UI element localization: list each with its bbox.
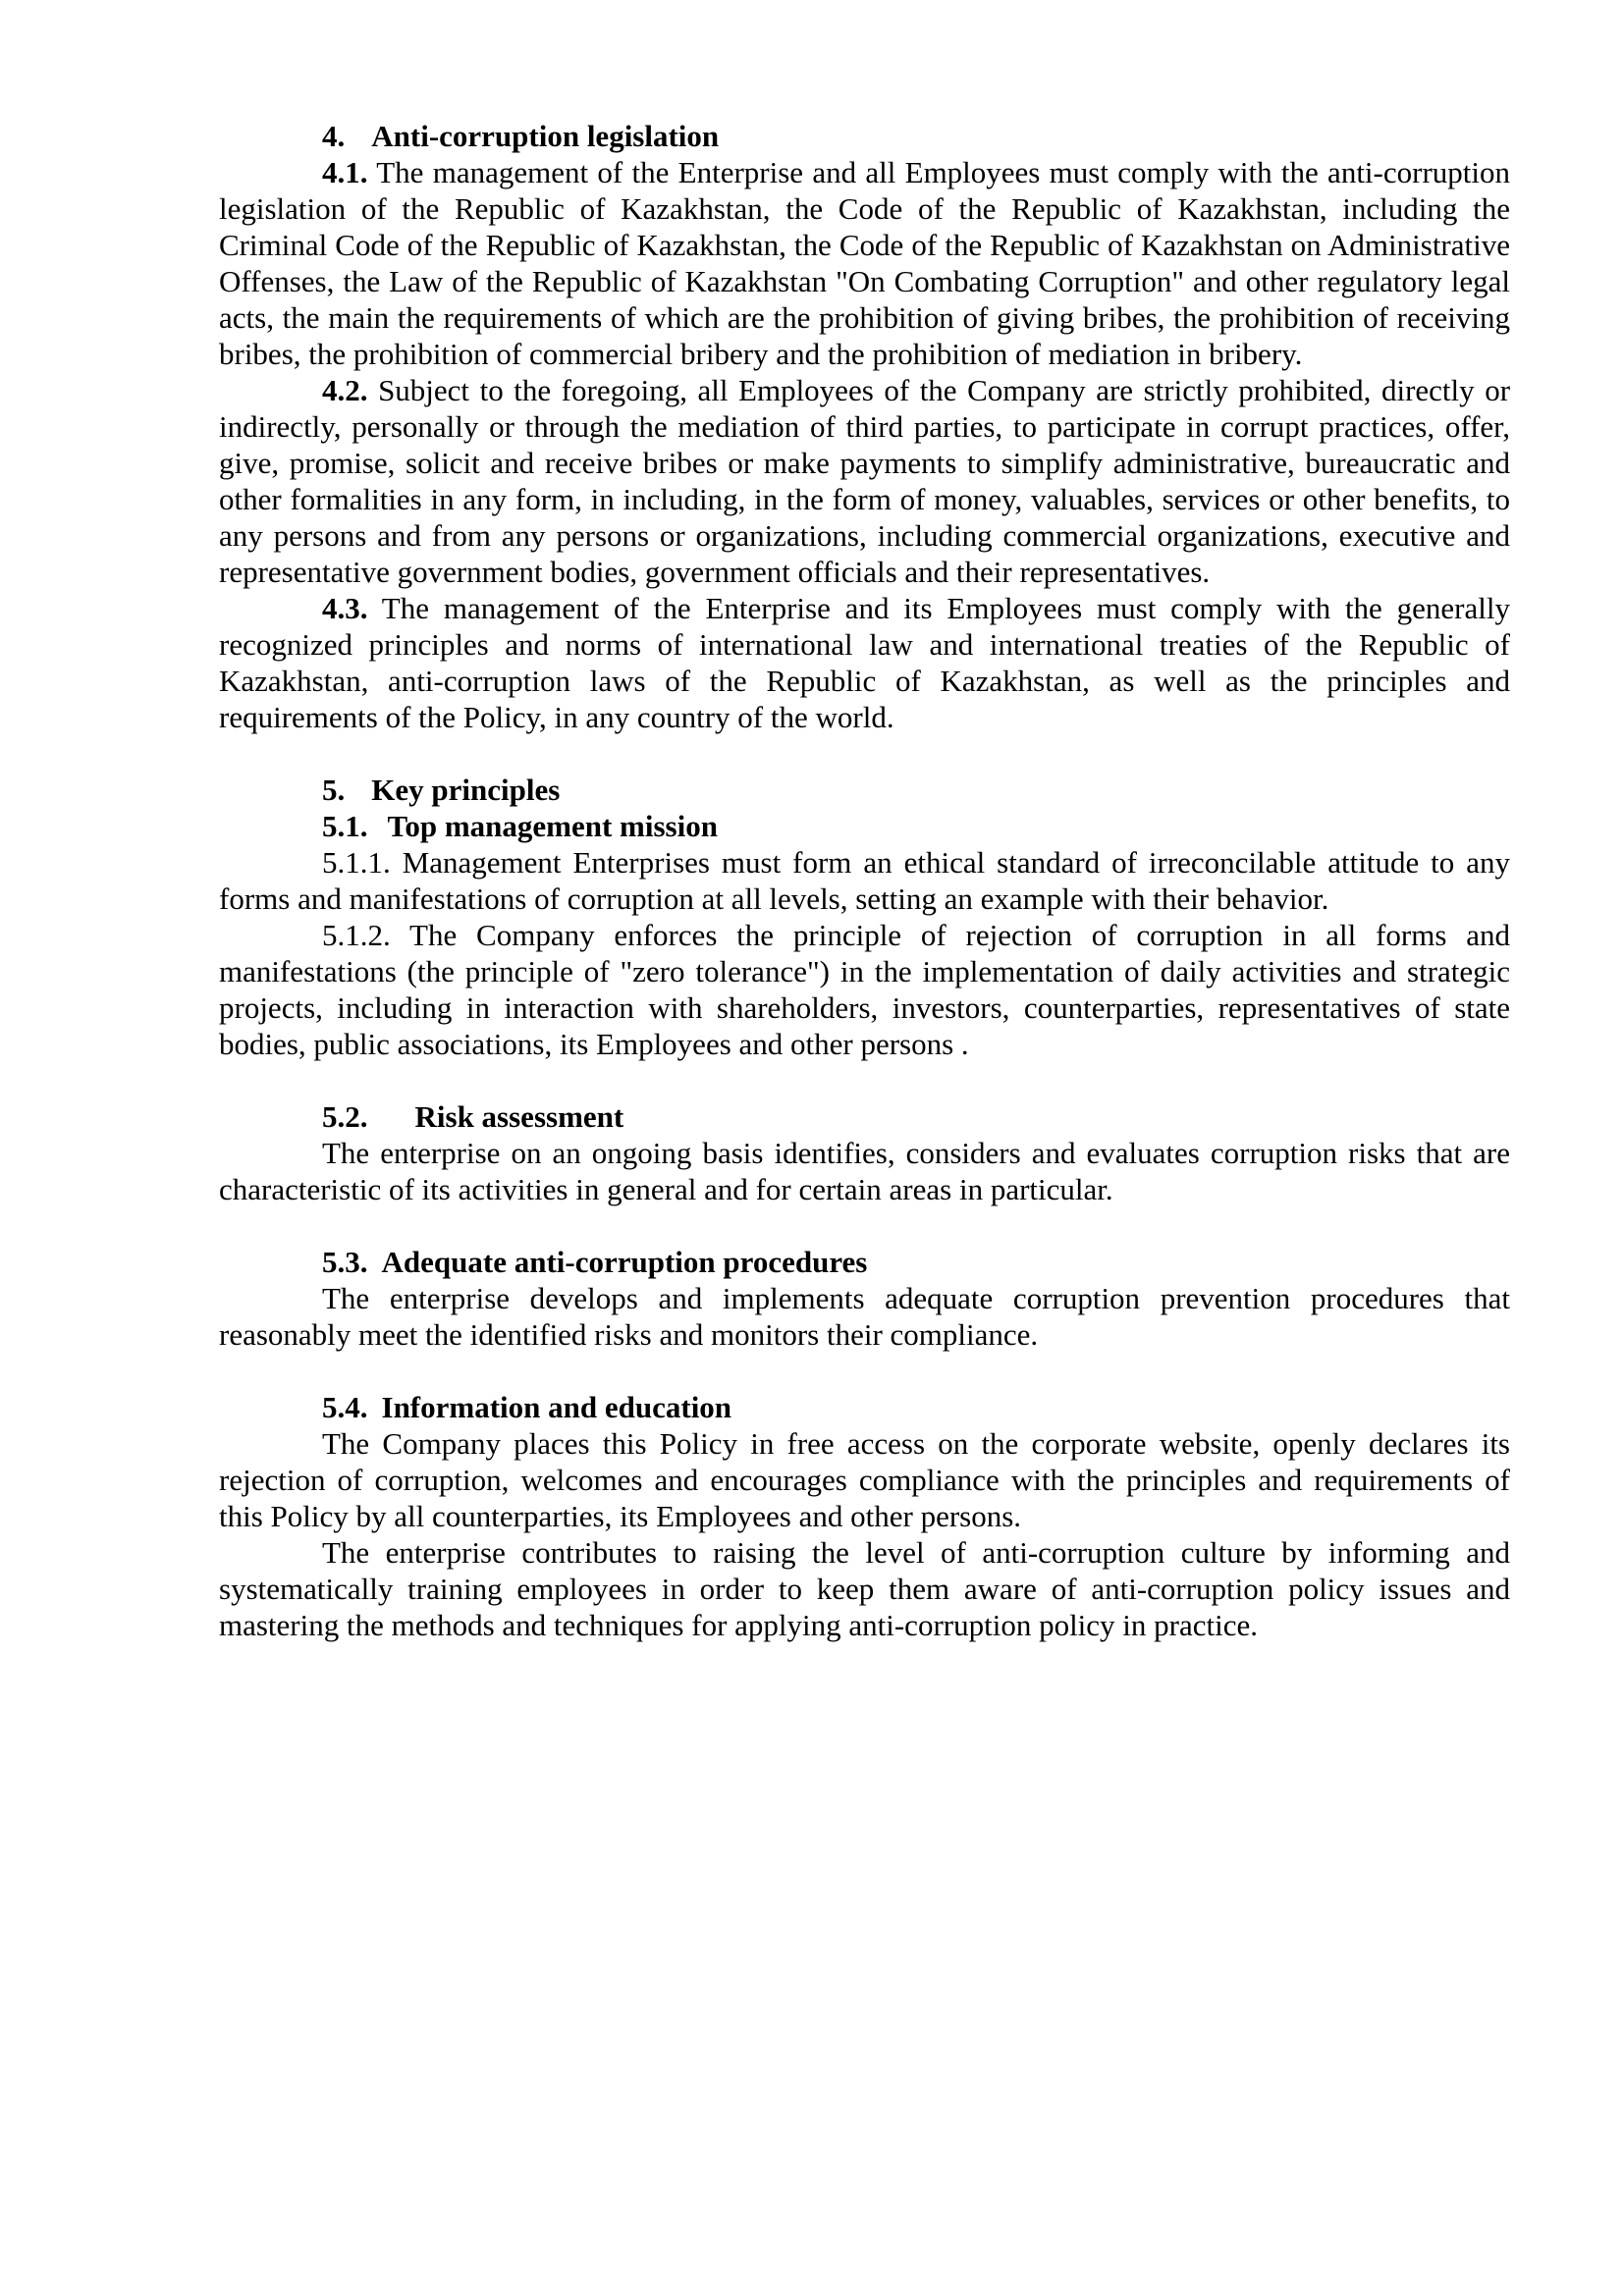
heading-number: 5.2. — [322, 1099, 368, 1134]
section-heading-5-2 — [219, 1098, 1510, 1135]
section-heading-4 — [219, 118, 1510, 154]
section-heading-5 — [219, 772, 1510, 808]
paragraph-number: 4.3. — [322, 591, 368, 625]
section-heading-5-4 — [219, 1389, 1510, 1425]
heading-number: 5.4. — [322, 1390, 368, 1424]
heading-title: Information and education — [381, 1390, 732, 1424]
paragraph-number: 4.2. — [322, 373, 368, 407]
paragraph-4-3 — [219, 590, 1510, 735]
heading-number: 5.1. — [322, 809, 368, 843]
paragraph-5-4-b — [219, 1534, 1510, 1643]
paragraph-number: 5.1.1. — [322, 845, 391, 880]
paragraph-4-2 — [219, 372, 1510, 590]
paragraph-5-4-a — [219, 1425, 1510, 1534]
paragraph-text: The Company enforces the principle of rejection of corruption in all forms and manifestations (the principle of "zero tolerance") in the implementation of daily activities and strategic projects, including in interaction with shareholders, investors, counterparties, representatives of state bodies, public associations, its Employees and other persons . — [219, 918, 1510, 1061]
paragraph-text: The Company places this Policy in free access on the corporate website, openly declares its rejection of corruption, welcomes and encourages compliance with the principles and requirements of this Policy by all counterparties, its Employees and other persons. — [219, 1426, 1510, 1533]
paragraph-5-1-1 — [219, 844, 1510, 917]
paragraph-5-1-2 — [219, 917, 1510, 1062]
paragraph-5-2 — [219, 1135, 1510, 1207]
paragraph-number: 5.1.2. — [322, 918, 391, 952]
heading-number: 5. — [322, 773, 346, 807]
paragraph-text: Management Enterprises must form an ethical standard of irreconcilable attitude to any forms and manifestations of corruption at all levels, setting an example with their behavior. — [219, 845, 1511, 916]
paragraph-text: The enterprise on an ongoing basis identifies, considers and evaluates corruption risks that are characteristic of its activities in general and for certain areas in particular. — [219, 1136, 1510, 1206]
heading-title: Adequate anti-corruption procedures — [381, 1245, 868, 1279]
paragraph-5-3 — [219, 1280, 1510, 1353]
heading-number: 4. — [322, 119, 346, 153]
section-heading-5-1 — [219, 808, 1510, 844]
paragraph-text: Subject to the foregoing, all Employees of the Company are strictly prohibited, directly or indirectly, personally or through the mediation of third parties, to participate in corrupt practices, offer, give, promise, solicit and receive bribes or make payments to simplify administrative, bureaucratic and other formalities in any form, in including, in the form of money, valuables, services or other benefits, to any persons and from any persons or organizations, including commercial organizations, executive and representative government bodies, government officials and their representatives. — [219, 373, 1511, 589]
paragraph-text: The management of the Enterprise and all Employees must comply with the anti-corruption legislation of the Republic of Kazakhstan, the Code of the Republic of Kazakhstan, including the Criminal Code of the Republic of Kazakhstan, the Code of the Republic of Kazakhstan on Administrative Offenses, the Law of the Republic of Kazakhstan "On Combating Corruption" and other regulatory legal acts, the main the requirements of which are the prohibition of giving bribes, the prohibition of receiving bribes, the prohibition of commercial bribery and the prohibition of mediation in bribery. — [219, 155, 1510, 371]
paragraph-text: The management of the Enterprise and its Employees must comply with the generally recognized principles and norms of international law and international treaties of the Republic of Kazakhstan, anti-corruption laws of the Republic of Kazakhstan, as well as the principles and requirements of the Policy, in any country of the world. — [219, 591, 1510, 734]
heading-title: Key principles — [371, 773, 561, 807]
heading-title: Top management mission — [387, 809, 718, 843]
paragraph-text: The enterprise contributes to raising the level of anti-corruption culture by informing and systematically training employees in order to keep them aware of anti-corruption policy issues and mastering the methods and techniques for applying anti-corruption policy in practice. — [219, 1535, 1510, 1642]
paragraph-4-1 — [219, 154, 1510, 372]
paragraph-number: 4.1. — [322, 155, 368, 189]
document-text-block — [219, 118, 1510, 1643]
section-heading-5-3 — [219, 1244, 1510, 1280]
heading-title: Anti-corruption legislation — [371, 119, 720, 153]
paragraph-text: The enterprise develops and implements adequate corruption prevention procedures that reasonably meet the identified risks and monitors their compliance. — [219, 1281, 1510, 1352]
heading-title: Risk assessment — [414, 1099, 624, 1134]
heading-number: 5.3. — [322, 1245, 368, 1279]
